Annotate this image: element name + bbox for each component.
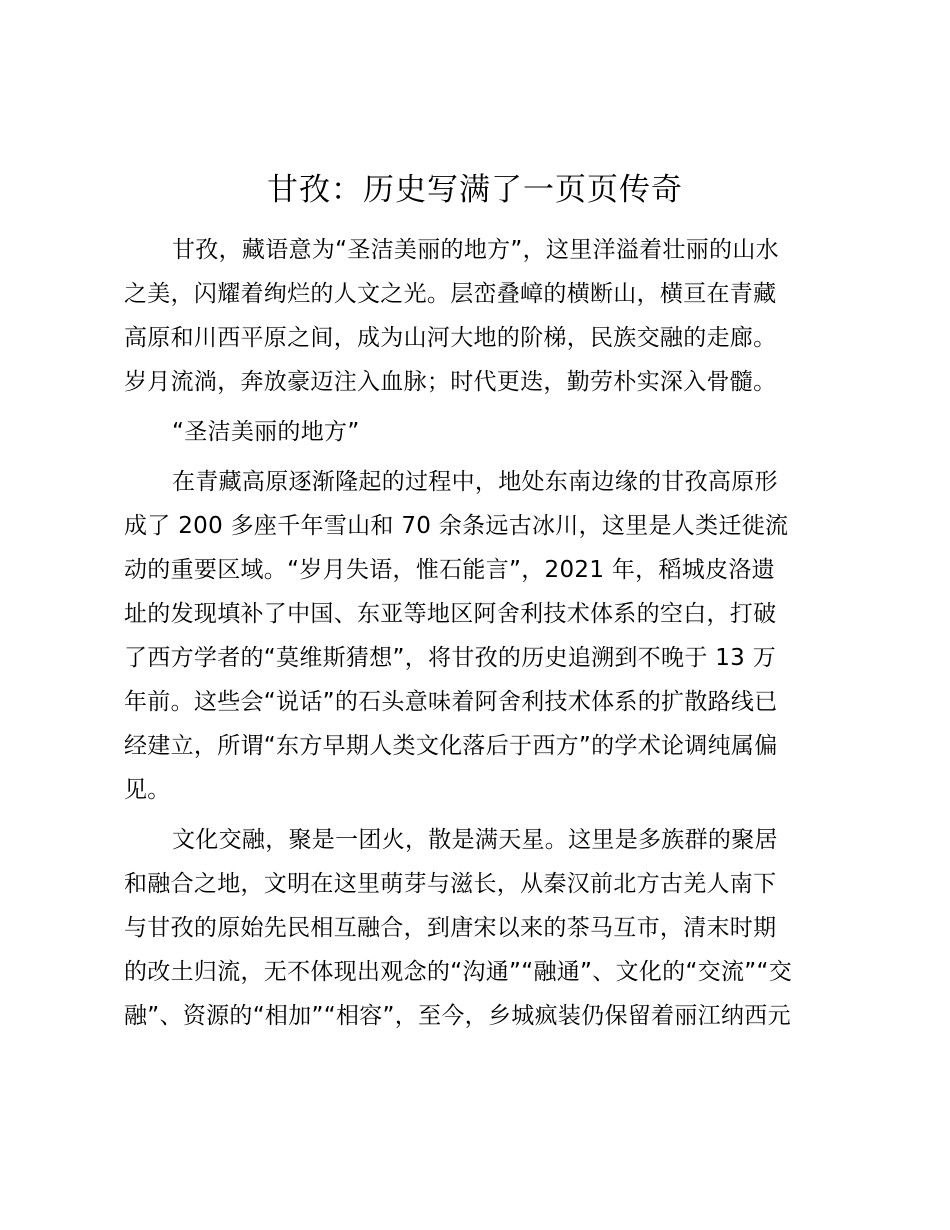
text-line: 见。 — [124, 777, 171, 803]
text-line: 成了 200 多座千年雪山和 70 余条远古冰川，这里是人类迁徙流 — [124, 513, 789, 539]
text-line: 与甘孜的原始先民相互融合，到唐宋以来的茶马互市，清末时期 — [124, 915, 777, 941]
paragraph-intro — [124, 228, 836, 404]
text-line: 岁月流淌，奔放豪迈注入血脉；时代更迭，勤劳朴实深入骨髓。 — [124, 369, 777, 395]
paragraph-history — [124, 460, 836, 812]
text-line: 动的重要区域。“岁月失语，惟石能言”，2021 年，稻城皮洛遗 — [124, 557, 775, 583]
section-heading — [124, 410, 836, 454]
text-line: 和融合之地，文明在这里萌芽与滋长，从秦汉前北方古羌人南下 — [124, 871, 777, 897]
paragraph-culture — [124, 818, 836, 1038]
text-line: 甘孜，藏语意为“圣洁美丽的地方”，这里洋溢着壮丽的山水 — [172, 237, 779, 263]
text-line: 融”、资源的“相加”“相容”，至今，乡城疯装仍保留着丽江纳西元 — [124, 1003, 791, 1029]
text-line: 经建立，所谓“东方早期人类文化落后于西方”的学术论调纯属偏 — [124, 733, 778, 759]
text-line: 址的发现填补了中国、东亚等地区阿舍利技术体系的空白，打破 — [124, 601, 777, 627]
text-line: 的改土归流，无不体现出观念的“沟通”“融通”、文化的“交流”“交 — [124, 959, 793, 985]
section-heading-text: “圣洁美丽的地方” — [172, 419, 360, 445]
text-line: 高原和川西平原之间，成为山河大地的阶梯，民族交融的走廊。 — [124, 325, 777, 351]
text-line: 之美，闪耀着绚烂的人文之光。层峦叠嶂的横断山，横亘在青藏 — [124, 281, 777, 307]
text-line: 在青藏高原逐渐隆起的过程中，地处东南边缘的甘孜高原形 — [172, 469, 778, 495]
text-line: 文化交融，聚是一团火，散是满天星。这里是多族群的聚居 — [172, 827, 778, 853]
text-line: 了西方学者的“莫维斯猜想”，将甘孜的历史追溯到不晚于 13 万 — [124, 645, 777, 671]
document-body — [124, 228, 836, 1044]
text-line: 年前。这些会“说话”的石头意味着阿舍利技术体系的扩散路线已 — [124, 689, 778, 715]
page-title: 甘孜：历史写满了一页页传奇 — [267, 172, 683, 208]
